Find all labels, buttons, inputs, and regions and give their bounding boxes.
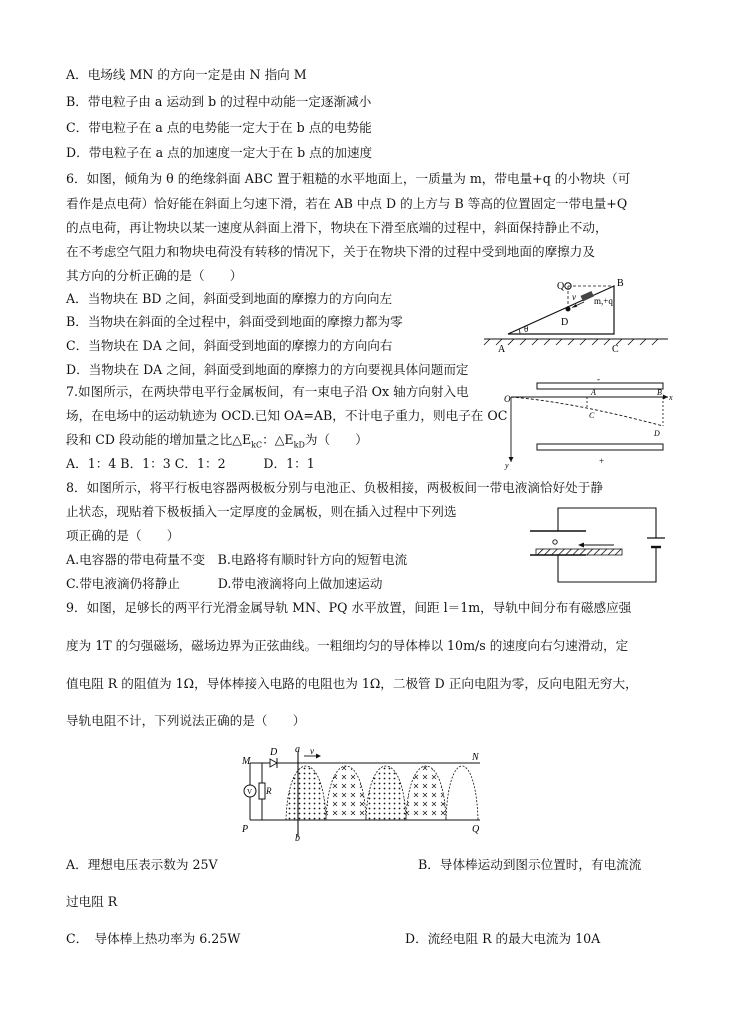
label-c: C [612, 344, 619, 355]
label-q: Q [557, 281, 565, 292]
field-region-1 [286, 766, 326, 820]
q6-stem-line-3: 的点电荷，再让物块以某一速度从斜面上滑下，物块在下滑至底端的过程中，斜面保持静止不动， [66, 220, 608, 235]
label-d7: D [654, 429, 660, 438]
label-c7: C [589, 411, 595, 420]
q8-stem-line-1: 8．如图所示，将平行板电容器两极板分别与电池正、负极相接，两极板间一带电液滴恰好处于静 [66, 480, 603, 495]
label-q9: Q [472, 824, 480, 835]
q7-sub-kd: kD [293, 440, 305, 450]
label-n: N [472, 752, 479, 763]
field-region-2 [326, 766, 366, 820]
q8-options-cd: C.带电液滴仍将静止 D.带电液滴将向上做加速运动 [66, 576, 383, 591]
small-block [580, 291, 593, 301]
field-region-4 [406, 766, 446, 820]
q9-option-b-line-2: 过电阻 R [66, 894, 118, 909]
q6-option-c: C．当物块在 DA 之间，斜面受到地面的摩擦力的方向向右 [66, 338, 393, 353]
q5-option-b: B．带电粒子由 a 运动到 b 的过程中动能一定逐渐减小 [66, 94, 372, 109]
label-plus: + [599, 456, 605, 466]
q7-stem-line-3 [66, 430, 368, 456]
label-minus: - [597, 378, 600, 384]
label-v9: v [310, 746, 314, 756]
label-a7: A [591, 388, 596, 397]
label-m: M [242, 756, 251, 767]
q9-stem-line-1: 9．如图，足够长的两平行光滑金属导轨 MN、PQ 水平放置，间距 l＝1m，导轨中间分布有磁感应强 [66, 600, 632, 615]
label-b: B [617, 278, 624, 289]
label-mq: m,+q [594, 296, 613, 306]
q8-stem-line-3: 项正确的是（ ） [66, 528, 180, 543]
parallel-plates-figure [503, 378, 675, 470]
q6-stem-line-5: 其方向的分析正确的是（ ） [66, 268, 243, 283]
label-d9: D [270, 747, 278, 758]
q6-option-b: B．当物块在斜面的全过程中，斜面受到地面的摩擦力都为零 [66, 314, 403, 329]
capacitor-circuit-figure [528, 500, 668, 592]
label-d: D [561, 317, 569, 328]
q5-option-d: D．带电粒子在 a 点的加速度一定大于在 b 点的加速度 [66, 145, 373, 160]
resistor-r [259, 783, 265, 799]
q9-option-b-line-1: B．导体棒运动到图示位置时，有电流流 [418, 857, 642, 872]
label-a9: a [295, 746, 300, 755]
q6-option-d: D．当物块在 DA 之间，斜面受到地面的摩擦力的方向要视具体问题而定 [66, 362, 469, 377]
q7-stem-line-1: 7.如图所示，在两块带电平行金属板间，有一束电子沿 Ox 轴方向射入电 [66, 384, 469, 399]
label-b9: b [295, 833, 300, 842]
q9-stem-line-4: 导轨电阻不计，下列说法正确的是（ ） [66, 713, 306, 728]
q6-stem-line-2: 看作是点电荷）恰好能在斜面上匀速下滑，若在 AB 中点 D 的上方与 B 等高的位置固定一带电量+Q [66, 196, 628, 211]
q7-stem-end: 为（ ） [304, 432, 368, 447]
label-b7: B [657, 388, 662, 397]
charged-droplet [553, 540, 557, 544]
label-x: x [669, 393, 673, 402]
diode [270, 759, 277, 767]
point-d [566, 307, 571, 312]
q9-option-a: A．理想电压表示数为 25V [66, 857, 218, 872]
upper-plate [537, 383, 663, 389]
label-r: R [266, 786, 272, 796]
q7-stem-text: 段和 CD 段动能的增加量之比△E [66, 432, 252, 447]
q6-stem-line-1: 6．如图，倾角为 θ 的绝缘斜面 ABC 置于粗糙的水平地面上，一质量为 m，带电量+q 的小物块（可 [66, 171, 631, 186]
q9-stem-line-2: 度为 1T 的匀强磁场，磁场边界为正弦曲线。一粗细均匀的导体棒以 10m/s 的速度向右匀速滑动，定 [66, 638, 629, 653]
q6-stem-line-4: 在不考虑空气阻力和物块电荷没有转移的情况下，关于在物块下滑的过程中受到地面的摩擦力及 [66, 244, 595, 259]
rail-circuit-figure [232, 746, 492, 842]
q9-option-d: D．流经电阻 R 的最大电流为 10A [405, 931, 601, 946]
q7-sub-kc: kC [251, 440, 263, 450]
lower-plate [537, 444, 663, 450]
label-voltmeter: V [247, 788, 253, 796]
q6-option-a: A．当物块在 BD 之间，斜面受到地面的摩擦力的方向向左 [66, 291, 393, 306]
q8-stem-line-2: 止状态，现贴着下极板插入一定厚度的金属板，则在插入过程中下列选 [66, 504, 457, 519]
metal-plate [536, 549, 622, 555]
q5-option-c: C．带电粒子在 a 点的电势能一定大于在 b 点的电势能 [66, 120, 372, 135]
label-a: A [498, 344, 506, 355]
q9-stem-line-3: 值电阻 R 的阻值为 1Ω，导体棒接入电路的电阻也为 1Ω，二极管 D 正向电阻为零，反向电阻无穷大， [66, 676, 638, 691]
field-region-3 [366, 766, 406, 820]
incline-figure [480, 274, 670, 356]
q7-options: A．1：4 B．1：3 C．1：2 D．1：1 [66, 456, 315, 471]
q9-option-c: C． 导体棒上热功率为 6.25W [66, 931, 241, 946]
q7-stem-line-2: 场，在电场中的运动轨迹为 OCD.已知 OA=AB，不计电子重力，则电子在 OC [66, 408, 508, 423]
q5-option-a: A．电场线 MN 的方向一定是由 N 指向 M [66, 67, 307, 82]
label-o: O [504, 394, 511, 404]
q8-options-ab: A.电容器的带电荷量不变 B.电路将有顺时针方向的短暂电流 [66, 552, 408, 567]
q7-stem-mid: ：△E [262, 432, 294, 447]
label-y: y [505, 461, 509, 470]
label-v: v [572, 292, 576, 302]
label-p: P [242, 824, 249, 835]
label-theta: θ [524, 324, 529, 334]
